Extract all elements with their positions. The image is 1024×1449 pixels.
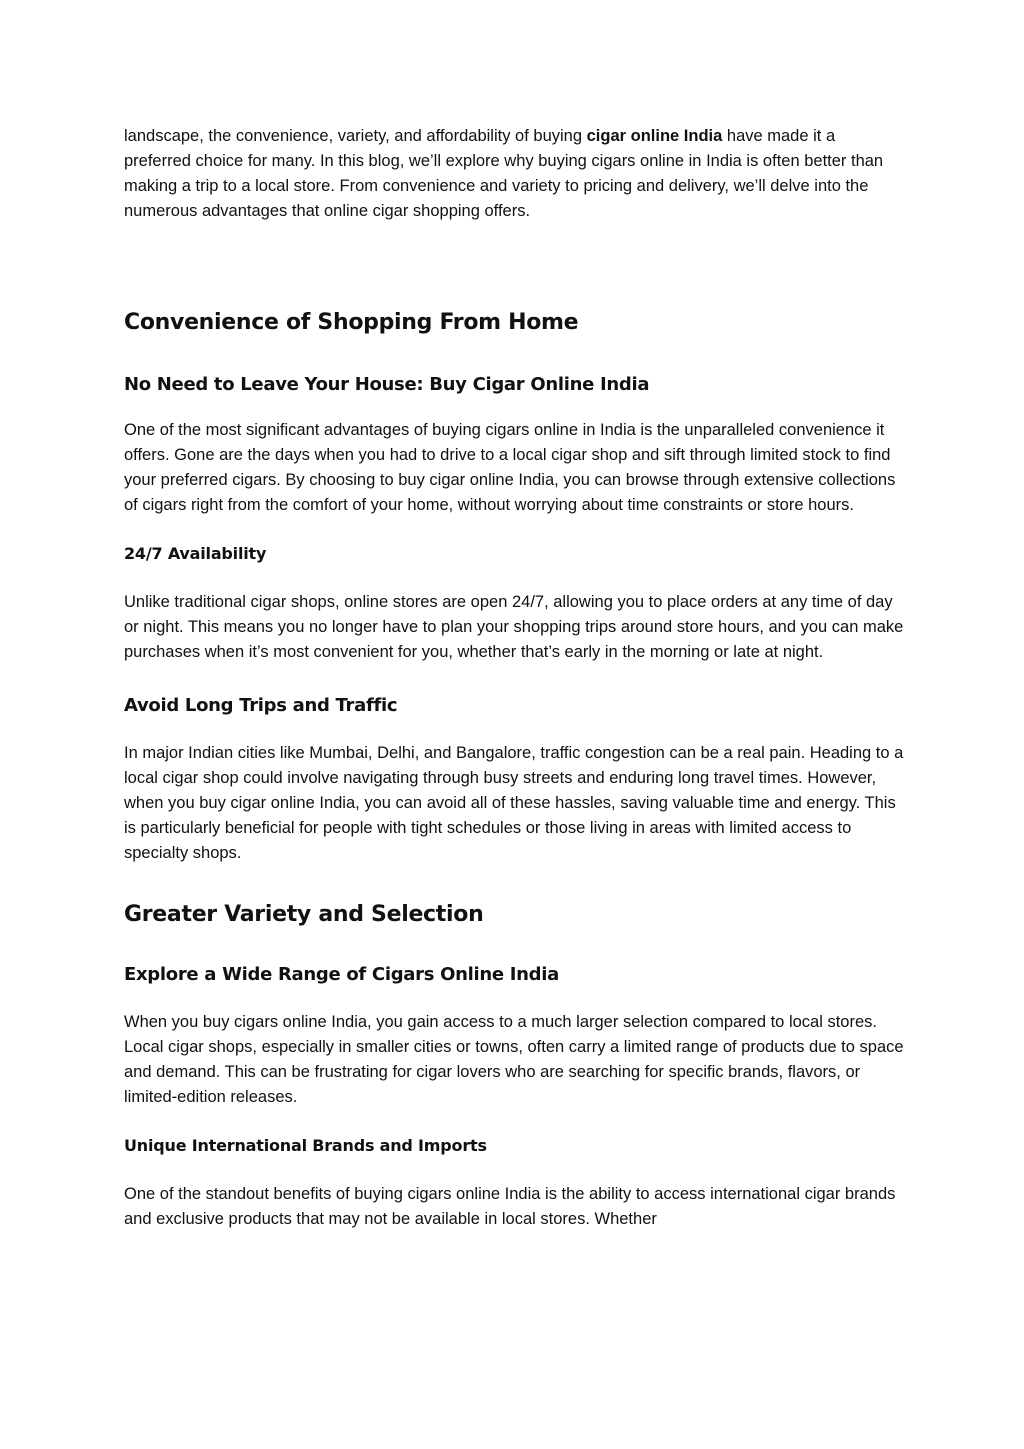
paragraph-24-7-availability: Unlike traditional cigar shops, online stores are open 24/7, allowing you to place orders at any time of day or night. This means you no longer have to plan your shopping trips around store hours, and you can make purchases when it’s most convenient for you, whether that’s early in the morning or late at night. (124, 593, 904, 661)
document-page (124, 124, 904, 1232)
section-heading-variety: Greater Variety and Selection (124, 902, 484, 927)
subheading-international-brands: Unique International Brands and Imports (124, 1136, 487, 1155)
subheading-no-need-to-leave: No Need to Leave Your House: Buy Cigar Online India (124, 374, 650, 395)
intro-paragraph (124, 124, 904, 224)
intro-text-before: landscape, the convenience, variety, and affordability of buying (124, 127, 587, 145)
paragraph-wide-range: When you buy cigars online India, you gain access to a much larger selection compared to local stores. Local cigar shops, especially in smaller cities or towns, often carry a limited range of products due to space and demand. This can be frustrating for cigar lovers who are searching for specific brands, flavors, or limited-edition releases. (124, 1013, 904, 1106)
subheading-wide-range: Explore a Wide Range of Cigars Online India (124, 964, 559, 985)
intro-bold-keyword: cigar online India (586, 127, 723, 145)
section-heading-convenience: Convenience of Shopping From Home (124, 310, 579, 335)
paragraph-avoid-long-trips: In major Indian cities like Mumbai, Delhi, and Bangalore, traffic congestion can be a real pain. Heading to a local cigar shop could involve navigating through busy streets and enduring long travel times. However, when you buy cigar online India, you can avoid all of these hassles, saving valuable time and energy. This is particularly beneficial for people with tight schedules or those living in areas with limited access to specialty shops. (124, 744, 904, 862)
subheading-24-7-availability: 24/7 Availability (124, 544, 267, 563)
paragraph-international-brands: One of the standout benefits of buying cigars online India is the ability to access international cigar brands and exclusive products that may not be available in local stores. Whether (124, 1185, 896, 1228)
paragraph-no-need-to-leave: One of the most significant advantages of buying cigars online in India is the unparalleled convenience it offers. Gone are the days when you had to drive to a local cigar shop and sift through limited stock to find your preferred cigars. By choosing to buy cigar online India, you can browse through extensive collections of cigars right from the comfort of your home, without worrying about time constraints or store hours. (124, 421, 896, 514)
intro-text-after: have made it a preferred choice for many. In this blog, we’ll explore why buying cigars online in India is often better than making a trip to a local store. From convenience and variety to pricing and delivery, we’ll delve into the numerous advantages that online cigar shopping offers. (124, 127, 884, 220)
subheading-avoid-long-trips: Avoid Long Trips and Traffic (124, 695, 398, 716)
